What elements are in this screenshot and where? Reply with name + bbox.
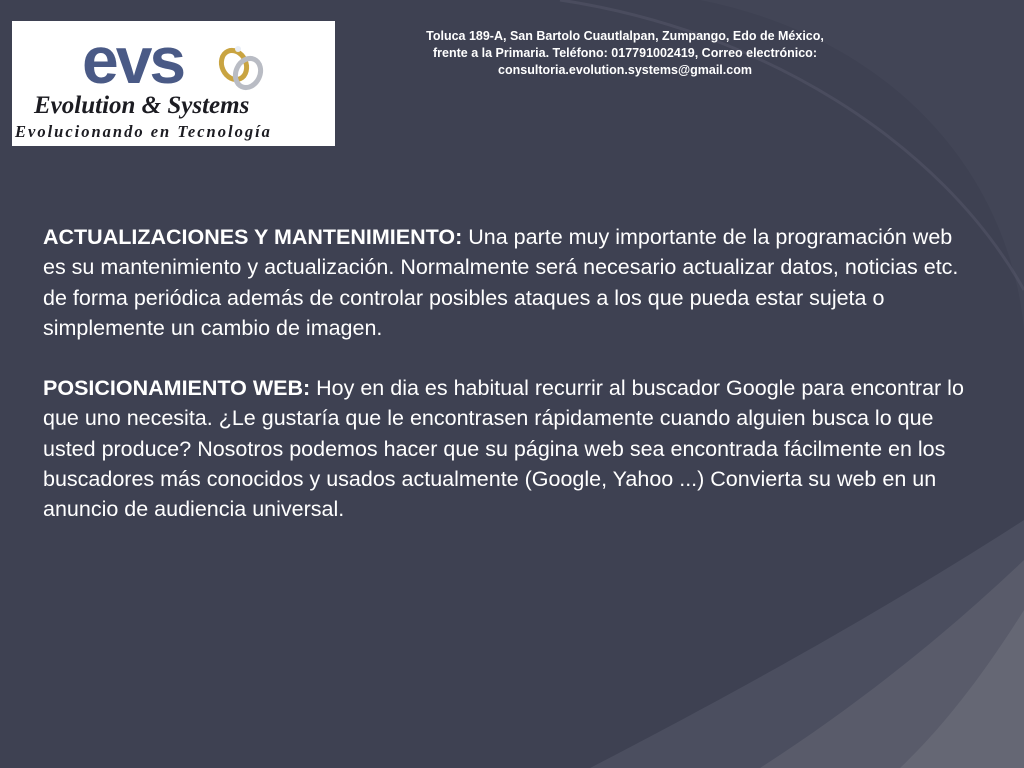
section-seo (43, 373, 978, 524)
contact-info (360, 28, 890, 79)
section-seo-heading: POSICIONAMIENTO WEB: (43, 376, 311, 401)
logo-name: Evolution & Systems (34, 92, 250, 119)
company-logo (12, 21, 335, 146)
contact-address: Toluca 189-A, San Bartolo Cuautlalpan, Zumpango, Edo de México, (426, 29, 824, 43)
contact-email: consultoria.evolution.systems@gmail.com (498, 63, 752, 77)
section-updates-heading: ACTUALIZACIONES Y MANTENIMIENTO: (43, 225, 463, 249)
logo-mark: evs (82, 23, 184, 97)
content-body (43, 222, 978, 555)
logo-tagline: Evolucionando en Tecnología (15, 122, 272, 141)
contact-phone: frente a la Primaria. Teléfono: 017791002419, Correo electrónico: (433, 46, 817, 60)
section-updates-text: Una parte muy importante de la programación web es su mantenimiento y actualización. Normalmente será necesario actualizar datos, noticias etc. de forma periódica además de controlar posibles ataques a los que pueda estar sujeta o simplemente un cambio de imagen. (43, 225, 959, 340)
wedding-rings-icon (217, 46, 265, 92)
section-seo-text: Hoy en dia es habitual recurrir al buscador Google para encontrar lo que uno necesita. ¿Le gustaría que le encontrasen rápidamente cuando alguien busca lo que usted produce? Nosotros podemos hacer que su página web sea encontrada fácilmente en los buscadores más conocidos y usados actualmente (Google, Yahoo ...) Convierta su web en un anuncio de audiencia universal. (43, 376, 964, 522)
section-updates (43, 222, 978, 343)
